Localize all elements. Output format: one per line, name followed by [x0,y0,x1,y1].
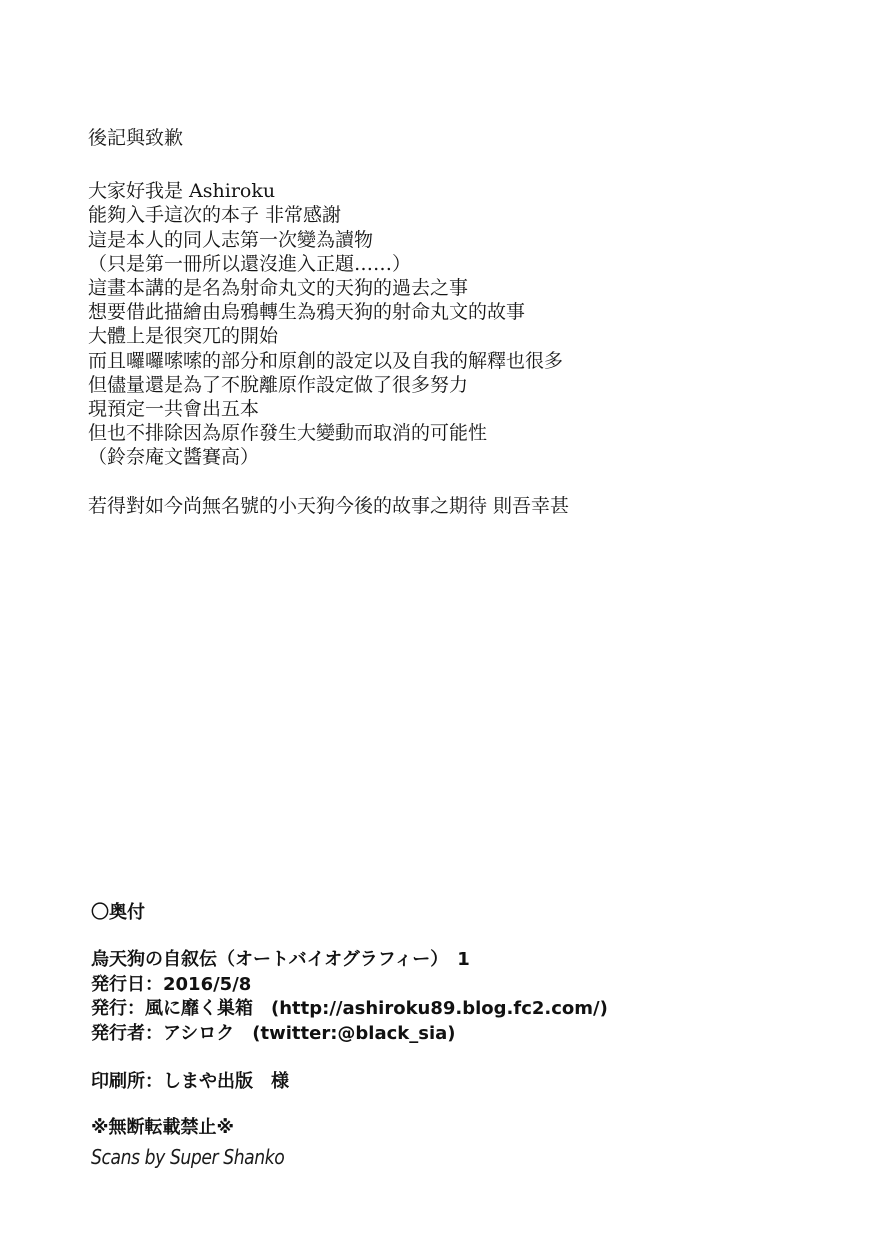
afterword-line: 但也不排除因為原作發生大變動而取消的可能性 [88,422,488,445]
afterword-line: （只是第一冊所以還沒進入正題……） [88,252,412,275]
afterword-line: 這畫本講的是名為射命丸文的天狗的過去之事 [88,277,469,300]
publication-date: 発行日：2016/5/8 [91,973,252,995]
afterword-line: 現預定一共會出五本 [88,398,260,421]
printer: 印刷所：しまや出版 様 [91,1071,289,1092]
afterword-section [88,126,788,518]
colophon-book-info [91,948,851,1046]
reprint-notice: ※無断転載禁止※ [91,1117,234,1138]
afterword-closing: 若得對如今尚無名號的小天狗今後的故事之期待 則吾幸甚 [88,494,570,517]
afterword-line: 想要借此描繪由烏鴉轉生為鴉天狗的射命丸文的故事 [88,301,526,324]
afterword-title: 後記與致歉 [88,127,184,149]
afterword-line: 而且囉囉嗦嗦的部分和原創的設定以及自我的解釋也很多 [88,349,564,372]
afterword-line: （鈴奈庵文醬賽高） [88,446,260,469]
afterword-line: 但儘量還是為了不脫離原作設定做了很多努力 [88,373,469,396]
book-title: 烏天狗の自叙伝（オートバイオグラフィー） 1 [91,949,470,970]
afterword-line: 大家好我是 Ashiroku [88,180,276,203]
scan-credit: Scans by Super Shanko [91,1145,285,1169]
publisher: 発行：風に靡く巣箱 (http://ashiroku89.blog.fc2.com/) [91,998,608,1019]
author: 発行者：アシロク (twitter:@black_sia) [91,1022,456,1044]
afterword-line: 這是本人的同人志第一次變為讀物 [88,228,374,251]
colophon-section [91,900,851,1141]
afterword-line: 大體上是很突兀的開始 [88,325,279,348]
colophon-heading: 〇奥付 [91,902,145,923]
afterword-line: 能夠入手這次的本子 非常感謝 [88,204,342,227]
